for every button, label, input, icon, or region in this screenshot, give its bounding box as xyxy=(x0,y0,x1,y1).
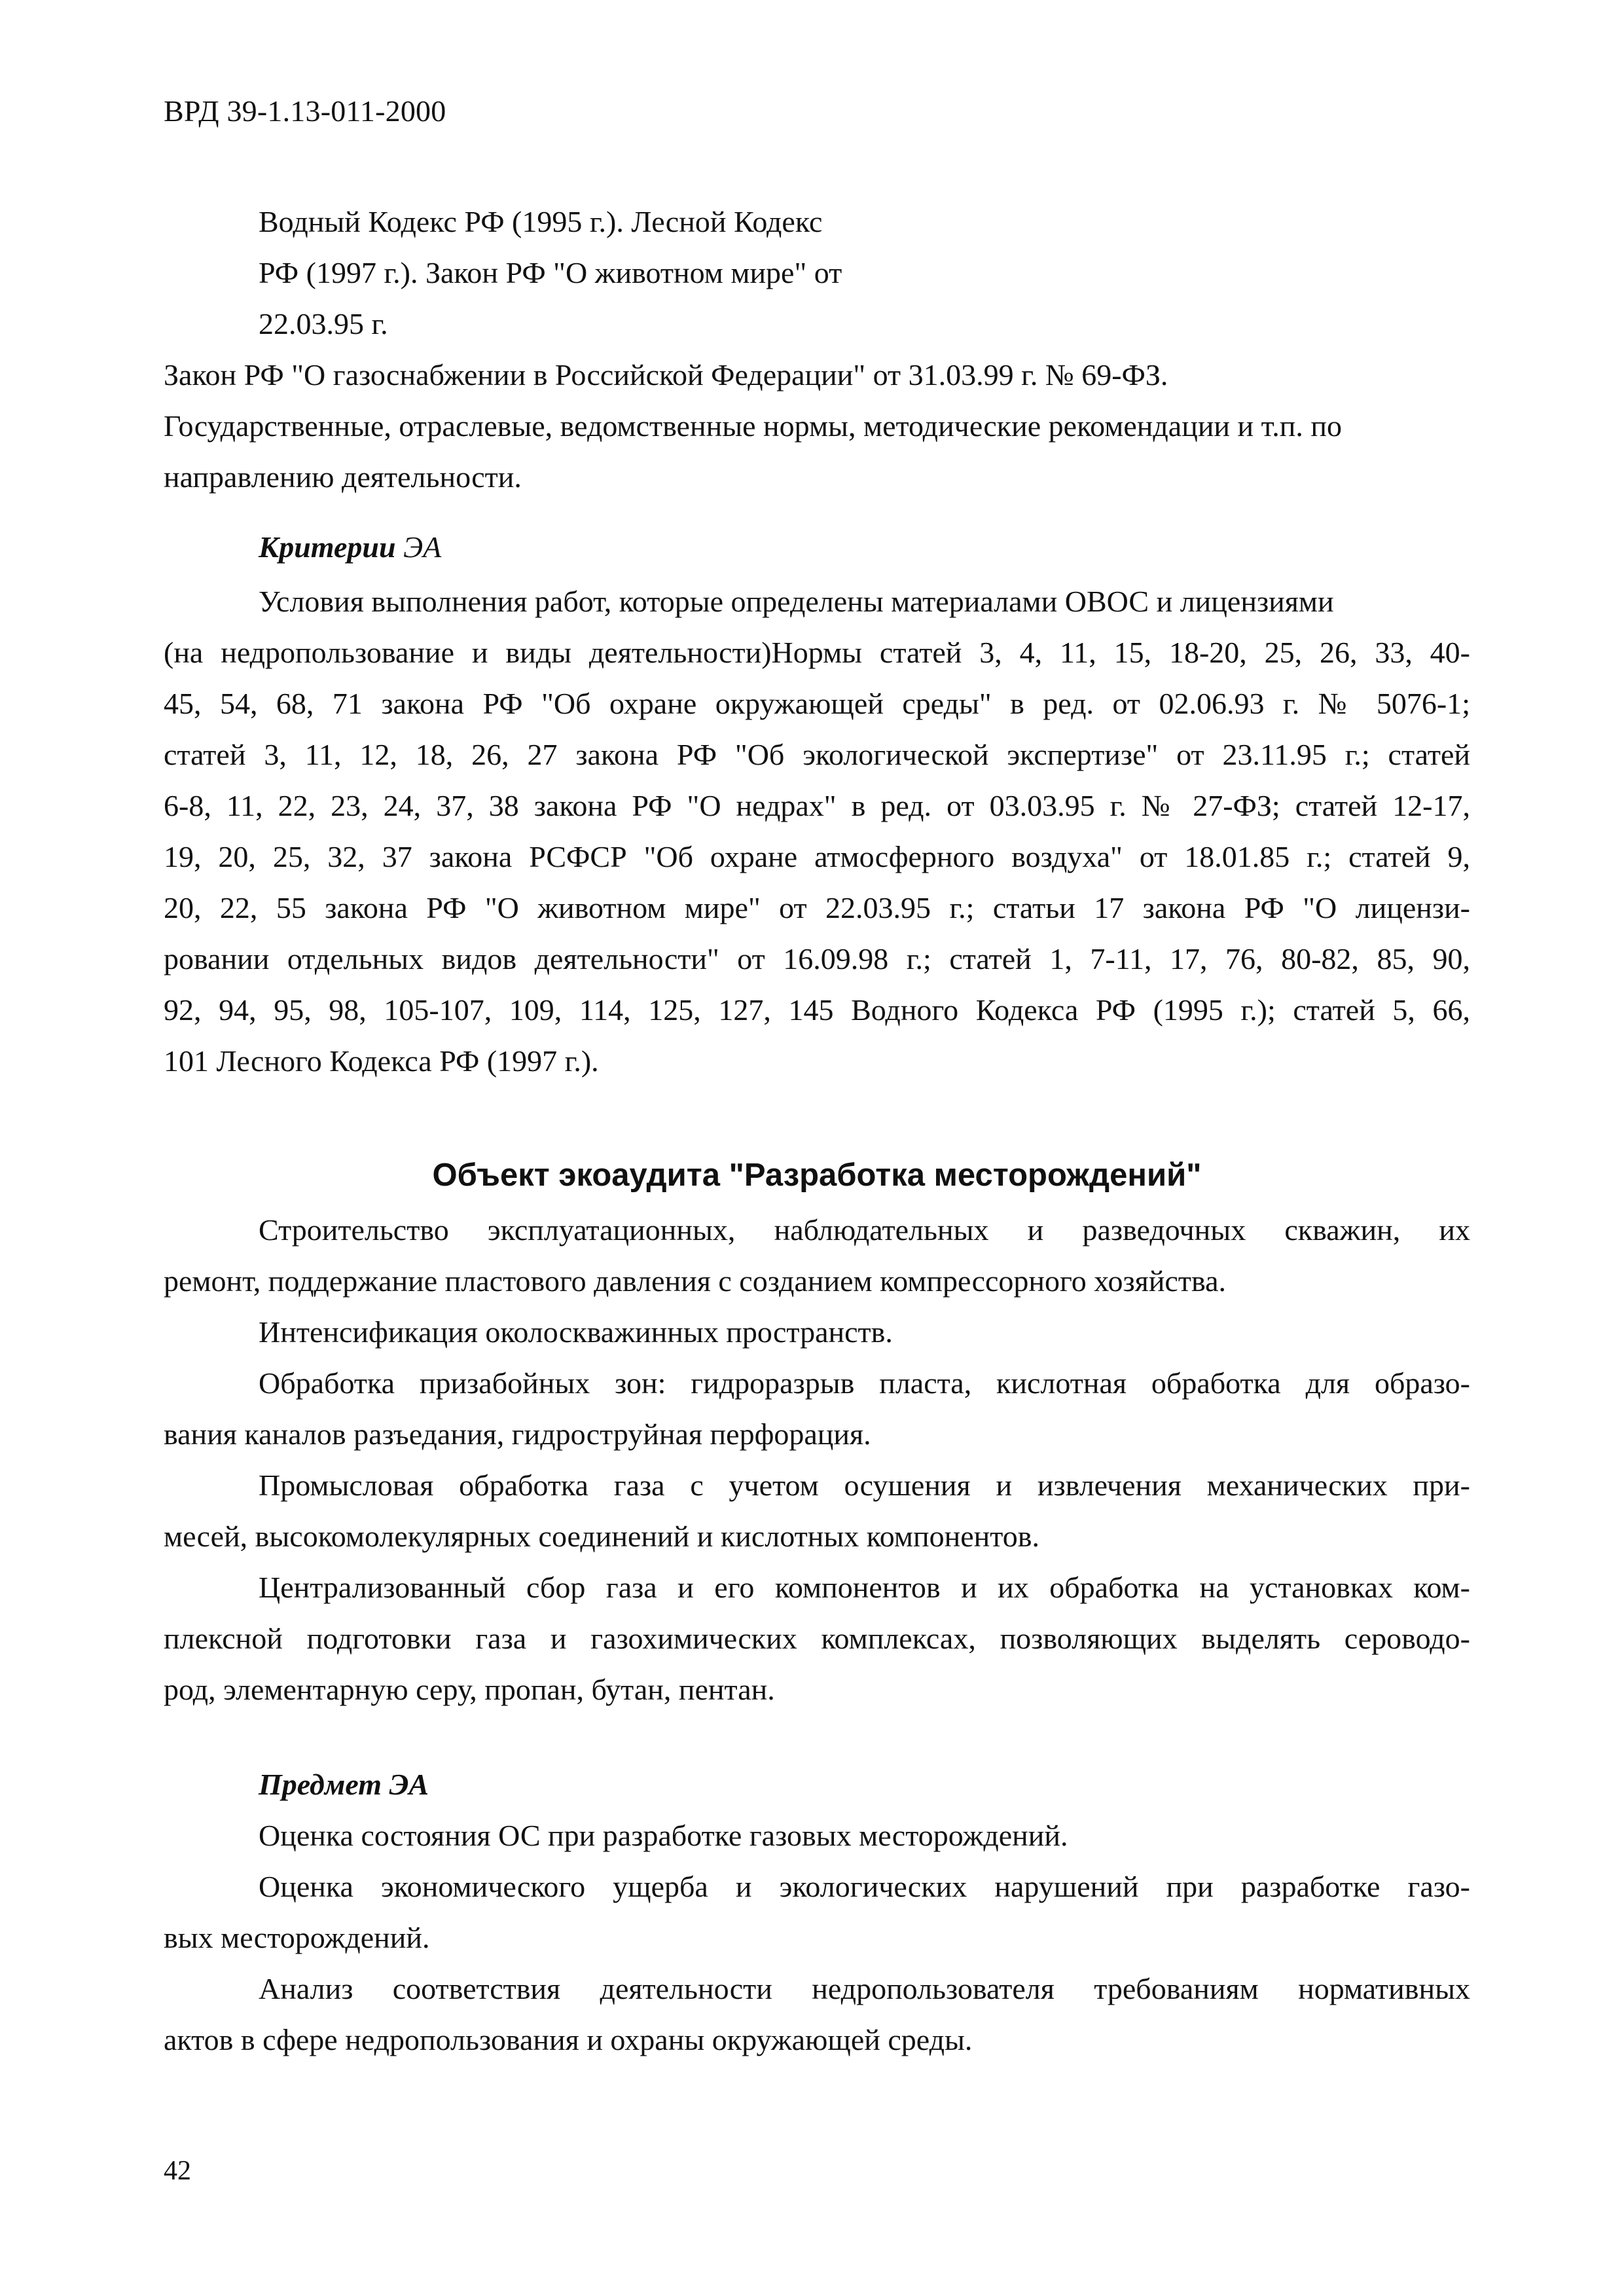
criteria-line: 20, 22, 55 закона РФ "О животном мире" от 22.03.95 г.; статьи 17 закона РФ "О лицензи- xyxy=(164,891,1470,924)
criteria-line: 92, 94, 95, 98, 105-107, 109, 114, 125, 127, 145 Водного Кодекса РФ (1995 г.); статей 5, 66, xyxy=(164,993,1470,1027)
subject-heading xyxy=(259,1761,429,1808)
subject-line: Оценка состояния ОС при разработке газовых месторождений. xyxy=(259,1819,1068,1852)
laws-line: РФ (1997 г.). Закон РФ "О животном мире" от xyxy=(259,256,842,289)
object-line: месей, высокомолекулярных соединений и кислотных компонентов. xyxy=(164,1520,1039,1553)
laws-line: Государственные, отраслевые, ведомственные нормы, методические рекомендации и т.п. по xyxy=(164,409,1343,443)
subject-line: Оценка экономического ущерба и экологических нарушений при разработке газо- xyxy=(259,1870,1470,1903)
object-section-body xyxy=(164,1205,1470,1715)
subject-line: вых месторождений. xyxy=(164,1921,430,1954)
object-line: Централизованный сбор газа и его компонентов и их обработка на установках ком- xyxy=(259,1571,1470,1604)
criteria-paragraph xyxy=(164,576,1470,1087)
object-line: плексной подготовки газа и газохимических комплексах, позволяющих выделять сероводо- xyxy=(164,1622,1470,1655)
subject-line: актов в сфере недропользования и охраны окружающей среды. xyxy=(164,2023,973,2056)
criteria-heading-bold: Критерии xyxy=(259,530,396,564)
object-section-title: Объект экоаудита "Разработка месторождений" xyxy=(432,1157,1202,1193)
laws-line: направлению деятельности. xyxy=(164,460,522,494)
object-line: Интенсификация околоскважинных пространств. xyxy=(259,1315,893,1349)
page-number: 42 xyxy=(164,2156,191,2186)
object-line: вания каналов разъедания, гидроструйная перфорация. xyxy=(164,1417,871,1451)
criteria-heading-rest: ЭА xyxy=(395,530,442,564)
document-code: ВРД 39-1.13-011-2000 xyxy=(164,94,446,128)
criteria-heading xyxy=(259,524,441,571)
object-line: Строительство эксплуатационных, наблюдательных и разведочных скважин, их xyxy=(259,1213,1470,1247)
object-line: Промысловая обработка газа с учетом осушения и извлечения механических при- xyxy=(259,1468,1470,1502)
criteria-line: статей 3, 11, 12, 18, 26, 27 закона РФ "Об экологической экспертизе" от 23.11.95 г.; статей xyxy=(164,738,1470,771)
object-line: Обработка призабойных зон: гидроразрыв пласта, кислотная обработка для образо- xyxy=(259,1366,1470,1400)
criteria-line: Условия выполнения работ, которые определены материалами ОВОС и лицензиями xyxy=(259,585,1334,618)
criteria-line: ровании отдельных видов деятельности" от 16.09.98 г.; статей 1, 7-11, 17, 76, 80-82, 85, 90, xyxy=(164,942,1470,975)
laws-block xyxy=(164,196,1470,503)
object-line: ремонт, поддержание пластового давления с созданием компрессорного хозяйства. xyxy=(164,1264,1226,1298)
criteria-line: 6-8, 11, 22, 23, 24, 37, 38 закона РФ "О недрах" в ред. от 03.03.95 г. № 27-ФЗ; статей 12-17, xyxy=(164,789,1470,822)
criteria-line: 101 Лесного Кодекса РФ (1997 г.). xyxy=(164,1044,599,1078)
laws-line: Закон РФ "О газоснабжении в Российской Федерации" от 31.03.99 г. № 69-ФЗ. xyxy=(164,358,1168,392)
object-line: род, элементарную серу, пропан, бутан, пентан. xyxy=(164,1673,775,1706)
subject-heading-text: Предмет ЭА xyxy=(259,1768,429,1801)
subject-line: Анализ соответствия деятельности недропользователя требованиям нормативных xyxy=(259,1972,1470,2005)
subject-body xyxy=(164,1810,1470,2066)
criteria-line: 19, 20, 25, 32, 37 закона РСФСР "Об охране атмосферного воздуха" от 18.01.85 г.; статей 9, xyxy=(164,840,1470,873)
laws-line: Водный Кодекс РФ (1995 г.). Лесной Кодекс xyxy=(259,205,823,238)
laws-line: 22.03.95 г. xyxy=(259,307,388,340)
criteria-line: 45, 54, 68, 71 закона РФ "Об охране окружающей среды" в ред. от 02.06.93 г. № 5076-1; xyxy=(164,687,1470,720)
criteria-line: (на недропользование и виды деятельности)Нормы статей 3, 4, 11, 15, 18-20, 25, 26, 33, 40- xyxy=(164,636,1470,669)
